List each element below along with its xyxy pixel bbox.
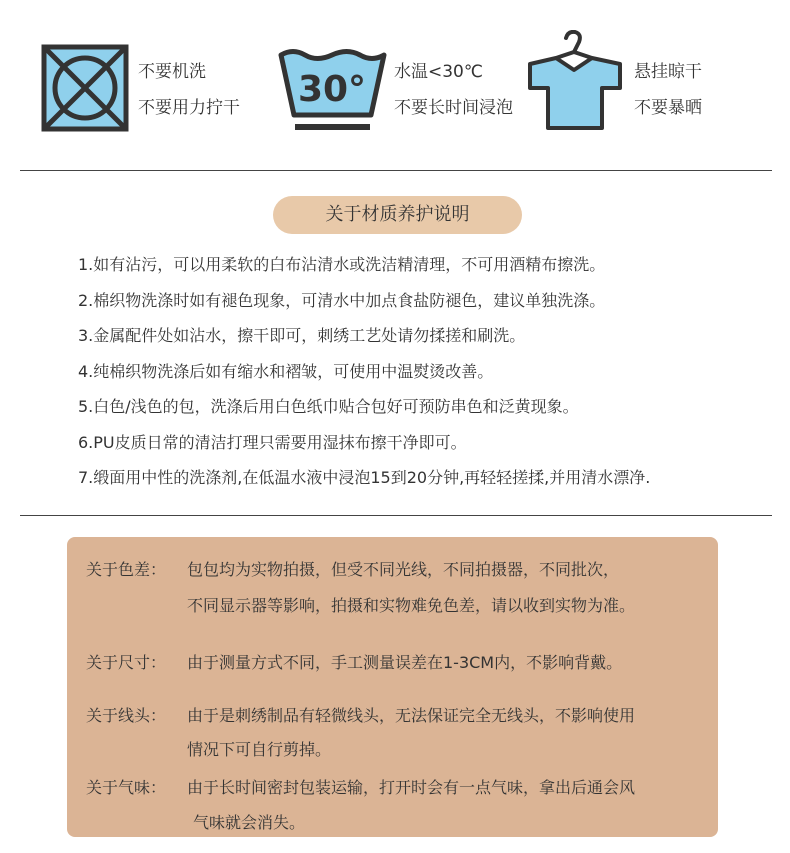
section-title: 关于材质养护说明 — [273, 196, 522, 234]
care-text-line: 悬挂晾干 — [634, 62, 702, 82]
wash-temperature-label: 30° — [297, 69, 367, 110]
notice-line: 不同显示器等影响，拍摄和实物难免色差，请以收到实物为准。 — [187, 596, 636, 615]
notice-line: 情况下可自行剪掉。 — [187, 740, 332, 759]
care-text-line: 不要长时间浸泡 — [394, 98, 513, 118]
care-rule: 1.如有沾污，可以用柔软的白布沾清水或洗洁精清理，不可用酒精布擦洗。 — [78, 255, 606, 274]
notice-line: 包包均为实物拍摄，但受不同光线，不同拍摄器，不同批次， — [187, 560, 620, 579]
notice-line: 由于测量方式不同，手工测量误差在1-3CM内，不影响背戴。 — [187, 653, 623, 672]
notice-label-size: 关于尺寸： — [86, 653, 167, 672]
divider-middle — [20, 515, 772, 516]
care-rules-list — [78, 247, 650, 496]
notice-line: 由于长时间密封包装运输，打开时会有一点气味，拿出后通会风 — [187, 778, 636, 797]
care-text-line: 不要暴晒 — [634, 98, 702, 118]
care-text-group-3 — [634, 54, 702, 126]
wash-30-icon — [275, 45, 390, 135]
care-rule: 2.棉织物洗涤时如有褪色现象，可清水中加点食盐防褪色，建议单独洗涤。 — [78, 290, 606, 310]
care-text-group-1 — [138, 54, 240, 126]
notice-line: 气味就会消失。 — [193, 813, 306, 832]
notice-box — [67, 537, 718, 837]
care-rule: 6.PU皮质日常的清洁打理只需要用湿抹布擦干净即可。 — [78, 432, 467, 452]
care-text-line: 不要机洗 — [138, 62, 206, 82]
no-machine-wash-icon — [40, 43, 130, 133]
notice-label-color: 关于色差： — [86, 560, 167, 579]
notice-label-smell: 关于气味： — [86, 778, 167, 797]
notice-label-thread: 关于线头： — [86, 706, 167, 725]
care-icons-row — [0, 30, 790, 140]
divider-top — [20, 170, 772, 171]
care-text-line: 不要用力拧干 — [138, 98, 240, 118]
care-text-line: 水温<30℃ — [394, 62, 483, 82]
notice-line: 由于是刺绣制品有轻微线头，无法保证完全无线头，不影响使用 — [187, 706, 636, 725]
care-rule: 4.纯棉织物洗涤后如有缩水和褶皱，可使用中温熨烫改善。 — [78, 361, 494, 381]
care-rule: 5.白色/浅色的包，洗涤后用白色纸巾贴合包好可预防串色和泛黄现象。 — [78, 397, 579, 416]
hang-dry-icon — [526, 30, 626, 135]
care-rule: 3.金属配件处如沾水，擦干即可，刺绣工艺处请勿揉搓和刷洗。 — [78, 326, 526, 345]
care-text-group-2 — [394, 54, 513, 126]
care-rule: 7.缎面用中性的洗涤剂,在低温水液中浸泡15到20分钟,再轻轻搓揉,并用清水漂净. — [78, 468, 651, 487]
